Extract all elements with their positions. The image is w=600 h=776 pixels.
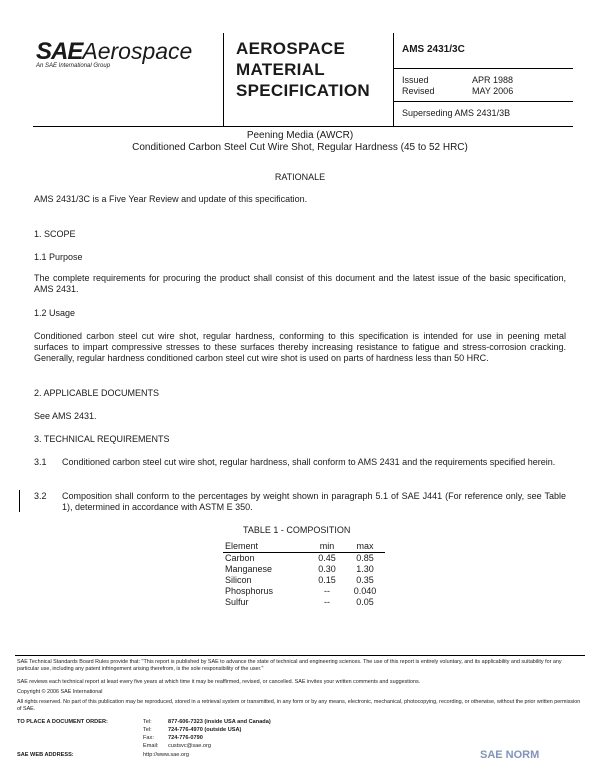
table-cell-element: Phosphorus [225,586,274,596]
section-3-1-number: 3.1 [34,457,47,467]
section-3-1-text: Conditioned carbon steel cut wire shot, regular hardness, shall conform to AMS 2431 and the requirements specified herein. [62,457,556,467]
issued-date: APR 1988 [472,75,514,85]
tel-value: 877-606-7323 (inside USA and Canada) [168,719,271,725]
table-cell-min: 0.45 [318,553,336,563]
table-cell-min: -- [324,586,330,596]
table-cell-max: 0.35 [356,575,374,585]
email-label: Email: [143,743,159,749]
footer-rule [15,655,585,656]
table-cell-max: 0.85 [356,553,374,563]
subtitle-line-1: Peening Media (AWCR) [246,130,354,141]
footer-rights: All rights reserved. No part of this publication may be reproduced, stored in a retrieval system or transmitted, in any form or by any means, electronic, mechanical, photocopying, recording, or otherwise, without the prior written permission of SAE. [17,699,581,712]
rationale-heading: RATIONALE [274,172,326,182]
table-row [223,586,385,597]
order-label: TO PLACE A DOCUMENT ORDER: [17,719,108,725]
section-3-2-number: 3.2 [34,491,47,501]
rationale-text: AMS 2431/3C is a Five Year Review and update of this specification. [34,194,308,204]
issued-label: Issued [402,75,429,85]
revised-label: Revised [402,86,435,96]
table-cell-min: 0.15 [318,575,336,585]
section-1-2-heading: 1.2 Usage [34,308,76,318]
table-title: TABLE 1 - COMPOSITION [243,525,351,535]
logo-sae-text: SAE [36,38,83,65]
table-row [223,553,385,565]
section-1-2-text: Conditioned carbon steel cut wire shot, regular hardness, conforming to this specification is intended for use in peening metal surfaces to impart compressive stresses to these surfaces thereby increasing resistance to fatigue and stress-corrosion cracking. Generally, regular hardness conditioned carbon steel cut wire shot is used on parts of hardness less than 50 HRC. [34,331,566,363]
title-line-1: AEROSPACE [236,39,346,58]
table-cell-element: Sulfur [225,597,249,607]
table-row [223,564,385,575]
footer-disclaimer: SAE Technical Standards Board Rules provide that: "This report is published by SAE to advance the state of technical and engineering sciences. The use of this report is entirely voluntary, and its applicability and suitability for any particular use, including any patent infringement arising therefrom, is the sole responsibility of the user." [17,659,562,672]
web-value[interactable]: http://www.sae.org [143,752,190,758]
fax-value: 724-776-0790 [168,735,203,741]
web-label: SAE WEB ADDRESS: [17,752,74,758]
logo-aerospace-text: Aerospace [82,38,193,64]
table-header-min: min [319,541,335,551]
superseding-note: Superseding AMS 2431/3B [402,108,511,118]
section-2-text: See AMS 2431. [34,411,97,421]
title-line-2: MATERIAL [236,60,325,79]
sae-aerospace-logo [36,38,192,66]
header-divider-right [393,33,394,126]
ams-number: AMS 2431/3C [402,44,465,55]
table-cell-max: 1.30 [356,564,374,574]
table-header-element: Element [225,541,259,551]
header-bottom-rule [33,126,573,127]
section-1-heading: 1. SCOPE [34,229,76,239]
revised-date: MAY 2006 [472,86,514,96]
section-2-heading: 2. APPLICABLE DOCUMENTS [34,388,160,398]
logo-subtitle: An SAE International Group [36,63,111,69]
subtitle-line-2: Conditioned Carbon Steel Cut Wire Shot, Regular Hardness (45 to 52 HRC) [132,142,468,153]
footer-review-note: SAE reviews each technical report at least every five years at which time it may be reaffirmed, revised, or cancelled. SAE invites your written comments and suggestions. [17,679,421,685]
header-rule-2 [393,101,573,102]
footer-copyright: Copyright © 2006 SAE International [17,689,103,695]
document-type-title [236,38,370,101]
table-cell-element: Manganese [225,564,273,574]
table-row [223,575,385,586]
watermark-norm-text: SAE NORM [480,749,540,761]
composition-table [223,541,385,608]
table-cell-min: 0.30 [318,564,336,574]
sae-norm-watermark [480,745,539,763]
table-cell-max: 0.05 [356,597,374,607]
header-divider-left [223,33,224,126]
table-row [223,597,385,608]
email-value[interactable]: custsvc@sae.org [168,743,211,749]
section-3-heading: 3. TECHNICAL REQUIREMENTS [34,434,170,444]
table-header-row [223,541,385,553]
revision-change-bar [19,490,20,512]
table-cell-element: Carbon [225,553,255,563]
header-rule-1 [393,68,573,69]
table-cell-element: Silicon [225,575,252,585]
section-3-2-text: Composition shall conform to the percentages by weight shown in paragraph 5.1 of SAE J441 (For reference only, see Table 1), determined in accordance with ASTM E 350. [62,491,566,512]
document-subtitle [0,130,600,154]
table-cell-max: 0.040 [353,586,377,596]
tel2-value: 724-776-4970 (outside USA) [168,727,242,733]
section-1-1-heading: 1.1 Purpose [34,252,83,262]
title-line-3: SPECIFICATION [236,81,370,100]
table-header-max: max [356,541,374,551]
table-cell-min: -- [324,597,330,607]
tel-label: Tel: [143,719,152,725]
fax-label: Fax: [143,735,154,741]
tel2-label: Tel: [143,727,152,733]
section-1-1-text: The complete requirements for procuring the product shall consist of this document and the latest issue of the basic specification, AMS 2431. [34,273,566,294]
